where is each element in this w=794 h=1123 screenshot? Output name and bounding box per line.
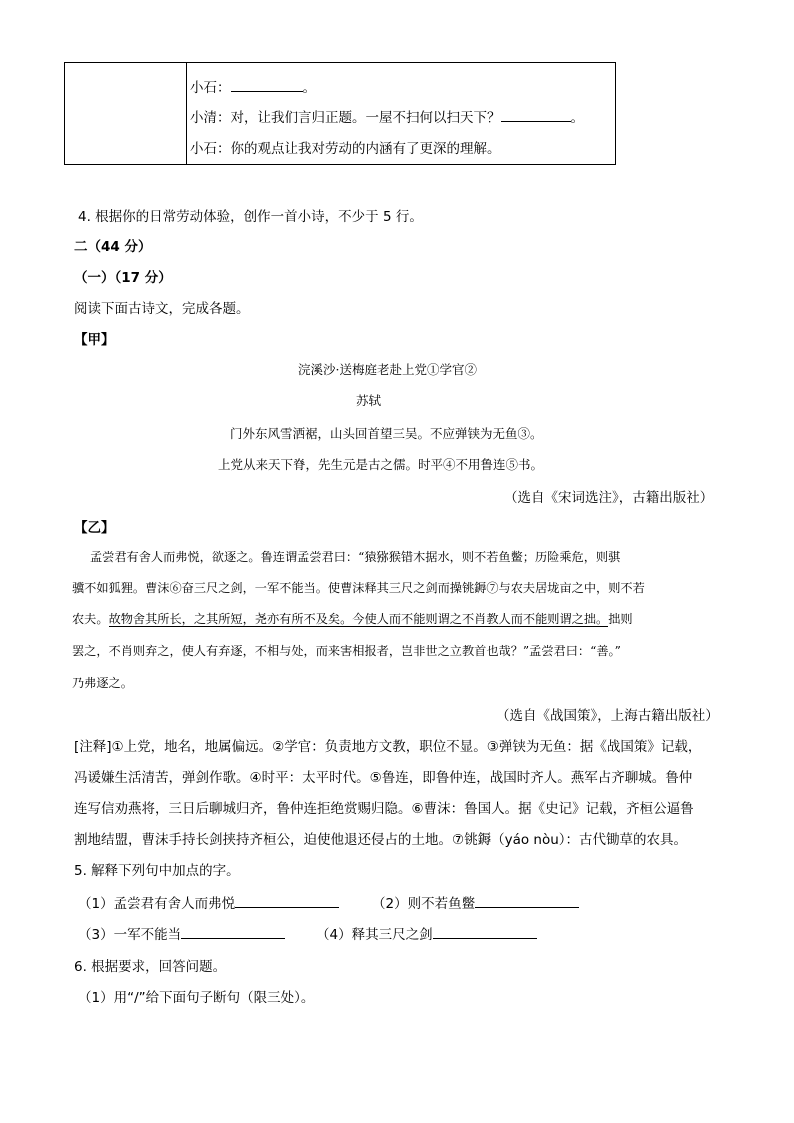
dialogue-text: 你的观点让我对劳动的内涵有了更深的理解。 [230, 141, 501, 157]
yi-text: 拙则 [608, 612, 633, 626]
yi-line-1: 孟尝君有舍人而弗悦，欲逐之。鲁连谓孟尝君曰：“猿猕猴错木据水，则不若鱼鳖；历险乘危，则骐 [90, 550, 621, 564]
poem-title: 浣溪沙·送梅庭老赴上党①学官② [298, 362, 477, 377]
answer-blank[interactable] [475, 893, 579, 908]
yi-line-5: 乃弗逐之。 [72, 676, 133, 690]
item-text: （3）一军不能当 [78, 927, 182, 943]
underlined-sentence: 故物舍其所长，之其所短，尧亦有所不及矣。今使人而不能则谓之不肖教人而不能则谓之拙。 [108, 612, 609, 626]
punctuation: 。 [570, 110, 584, 126]
yi-line-3 [72, 610, 633, 627]
dialogue-text: 对，让我们言归正题。一屋不扫何以扫天下？ [230, 110, 501, 126]
jia-source: （选自《宋词选注》，古籍出版社） [504, 490, 714, 506]
yi-source: （选自《战国策》，上海古籍出版社） [496, 708, 719, 724]
speaker-label: 小石： [190, 80, 231, 96]
notes-line-1: [注释]①上党，地名，地属偏远。②学官：负责地方文教，职位不显。③弹铗为无鱼：据《战国策》记载， [74, 739, 702, 755]
yi-label: 【乙】 [74, 520, 115, 536]
answer-blank[interactable] [231, 77, 303, 92]
section-heading: 二（44 分） [74, 239, 152, 255]
item-text: （4）释其三尺之剑 [316, 927, 433, 943]
yi-text: 农夫。 [72, 612, 109, 626]
question-5-title: 5. 解释下列句中加点的字。 [74, 863, 240, 879]
yi-line-4: 罢之，不肖则弃之，使人有弃逐，不相与处，而来害相报者，岂非世之立教首也哉？”孟尝君曰：“善。” [72, 644, 621, 658]
answer-blank[interactable] [433, 924, 537, 939]
question-6-sub-1: （1）用“/”给下面句子断句（限三处）。 [78, 990, 315, 1006]
question-4: 4. 根据你的日常劳动体验，创作一首小诗，不少于 5 行。 [78, 209, 423, 225]
dialogue-line-1 [190, 76, 316, 96]
speaker-label: 小石： [190, 141, 231, 157]
question-6-title: 6. 根据要求，回答问题。 [74, 959, 227, 975]
dialogue-line-2 [190, 106, 584, 126]
poem-author: 苏轼 [356, 393, 382, 408]
answer-blank[interactable] [235, 893, 339, 908]
q5-item-3 [78, 923, 285, 943]
notes-line-3: 连写信劝燕将，三日后聊城归齐，鲁仲连拒绝赏赐归隐。⑥曹沫：鲁国人。据《史记》记载，齐桓公逼鲁 [74, 801, 694, 817]
item-text: （2）则不若鱼鳖 [372, 896, 476, 912]
poem-line-1: 门外东风雪洒裾，山头回首望三吴。不应弹铗为无鱼③。 [230, 426, 543, 441]
punctuation: 。 [302, 80, 316, 96]
poem-line-2: 上党从来天下脊，先生元是古之儒。时平④不用鲁连⑤书。 [218, 457, 544, 472]
item-text: （1）孟尝君有舍人而弗悦 [78, 896, 236, 912]
instruction: 阅读下面古诗文，完成各题。 [74, 301, 250, 317]
dialogue-line-3 [190, 137, 501, 157]
notes-line-4: 割地结盟，曹沫手持长剑挟持齐桓公，迫使他退还侵占的土地。⑦铫鎒（yáo nòu）：古代锄草的农具。 [74, 832, 688, 848]
notes-line-2: 冯谖嫌生活清苦，弹剑作歌。④时平：太平时代。⑤鲁连，即鲁仲连，战国时齐人。燕军占齐聊城。鲁仲 [74, 770, 693, 786]
yi-line-2: 骥不如狐狸。曹沫⑥奋三尺之剑，一军不能当。使曹沫释其三尺之剑而操铫鎒⑦与农夫居垅亩之中，则不若 [72, 581, 645, 595]
speaker-label: 小清： [190, 110, 231, 126]
answer-blank[interactable] [181, 924, 285, 939]
q5-item-1 [78, 892, 339, 912]
part-heading: （一）（17 分） [74, 270, 172, 286]
table-left-cell [65, 63, 187, 165]
jia-label: 【甲】 [74, 332, 115, 348]
answer-blank[interactable] [501, 107, 571, 122]
q5-item-2 [372, 892, 579, 912]
q5-item-4 [316, 923, 537, 943]
